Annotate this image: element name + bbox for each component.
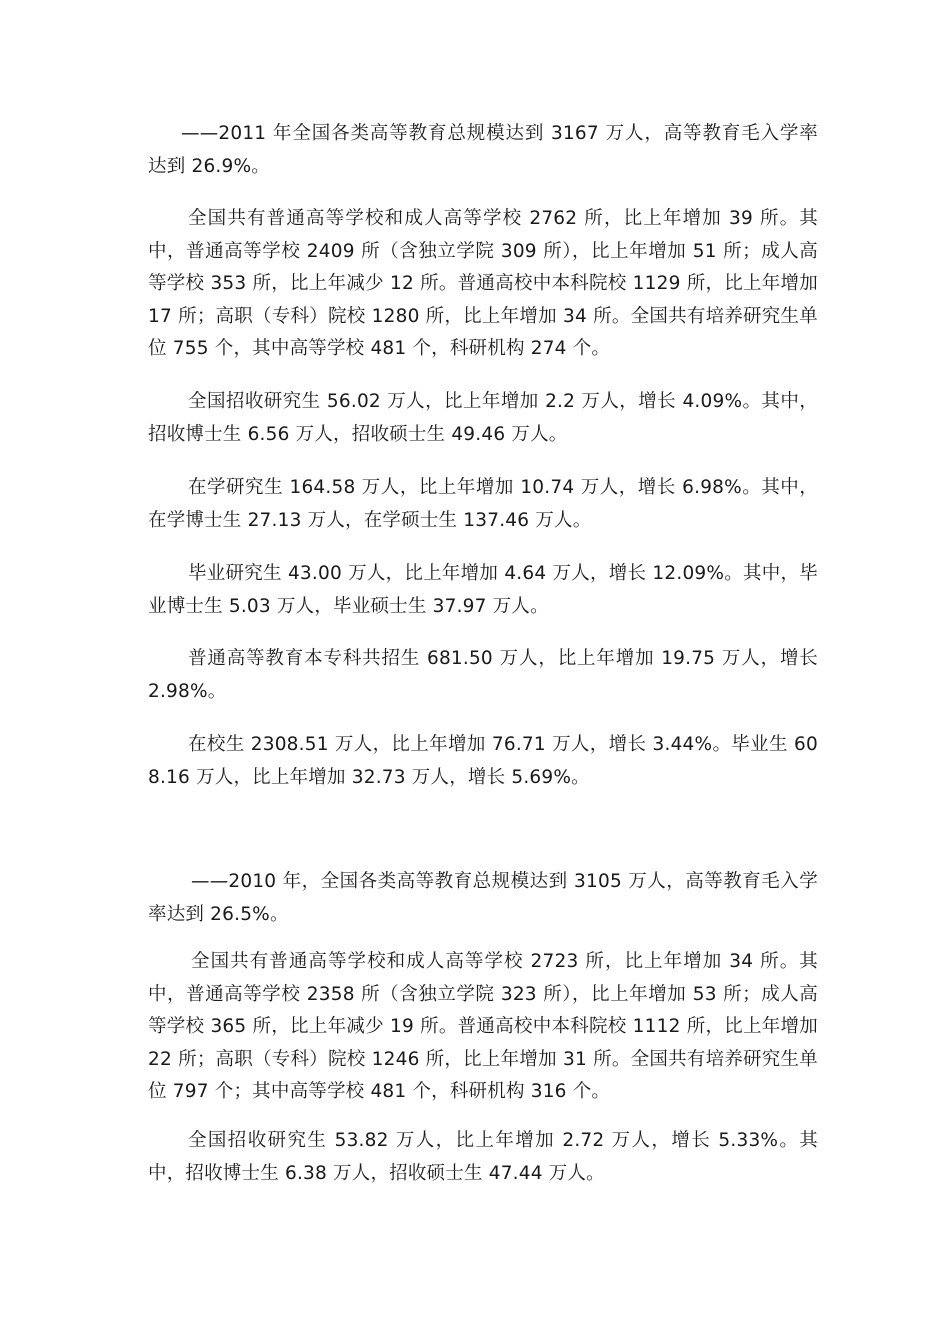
undergrad-in-school-2011: 在校生 2308.51 万人，比上年增加 76.71 万人，增长 3.44%。毕业生 608.16 万人，比上年增加 32.73 万人，增长 5.69%。 <box>148 734 818 788</box>
undergrad-enrollment-2011: 普通高等教育本专科共招生 681.50 万人，比上年增加 19.75 万人，增长 2.98%。 <box>148 648 825 702</box>
summary-2010: ——2010 年，全国各类高等教育总规模达到 3105 万人，高等教育毛入学率达到 26.5%。 <box>148 871 818 925</box>
institutions-2011: 全国共有普通高等学校和成人高等学校 2762 所，比上年增加 39 所。其中，普通高等学校 2409 所（含独立学院 309 所），比上年增加 51 所；成人高等学校 353 所，比上年减少 12 所。普通高校中本科院校 1129 所，比上年增加 17 所；高职（专科）院校 1280 所，比上年增加 34 所。全国共有培养研究生单位 755 个，其中高等学校 481 个，科研机构 274 个。 <box>148 208 825 359</box>
grad-in-school-2011: 在学研究生 164.58 万人，比上年增加 10.74 万人，增长 6.98%。其中，在学博士生 27.13 万人，在学硕士生 137.46 万人。 <box>148 477 818 531</box>
grad-graduates-2011: 毕业研究生 43.00 万人，比上年增加 4.64 万人，增长 12.09%。其中，毕业博士生 5.03 万人，毕业硕士生 37.97 万人。 <box>148 563 818 617</box>
grad-enrollment-2011: 全国招收研究生 56.02 万人，比上年增加 2.2 万人，增长 4.09%。其中，招收博士生 6.56 万人，招收硕士生 49.46 万人。 <box>148 391 818 445</box>
summary-2011: ——2011 年全国各类高等教育总规模达到 3167 万人，高等教育毛入学率达到 26.9%。 <box>148 123 818 177</box>
grad-enrollment-2010: 全国招收研究生 53.82 万人，比上年增加 2.72 万人，增长 5.33%。其中，招收博士生 6.38 万人，招收硕士生 47.44 万人。 <box>148 1130 818 1184</box>
institutions-2010: 全国共有普通高等学校和成人高等学校 2723 所，比上年增加 34 所。其中，普通高等学校 2358 所（含独立学院 323 所），比上年增加 53 所；成人高等学校 365 所，比上年减少 19 所。普通高校中本科院校 1112 所，比上年增加 22 所；高职（专科）院校 1246 所，比上年增加 31 所。全国共有培养研究生单位 797 个；其中高等学校 481 个，科研机构 316 个。 <box>148 951 825 1102</box>
